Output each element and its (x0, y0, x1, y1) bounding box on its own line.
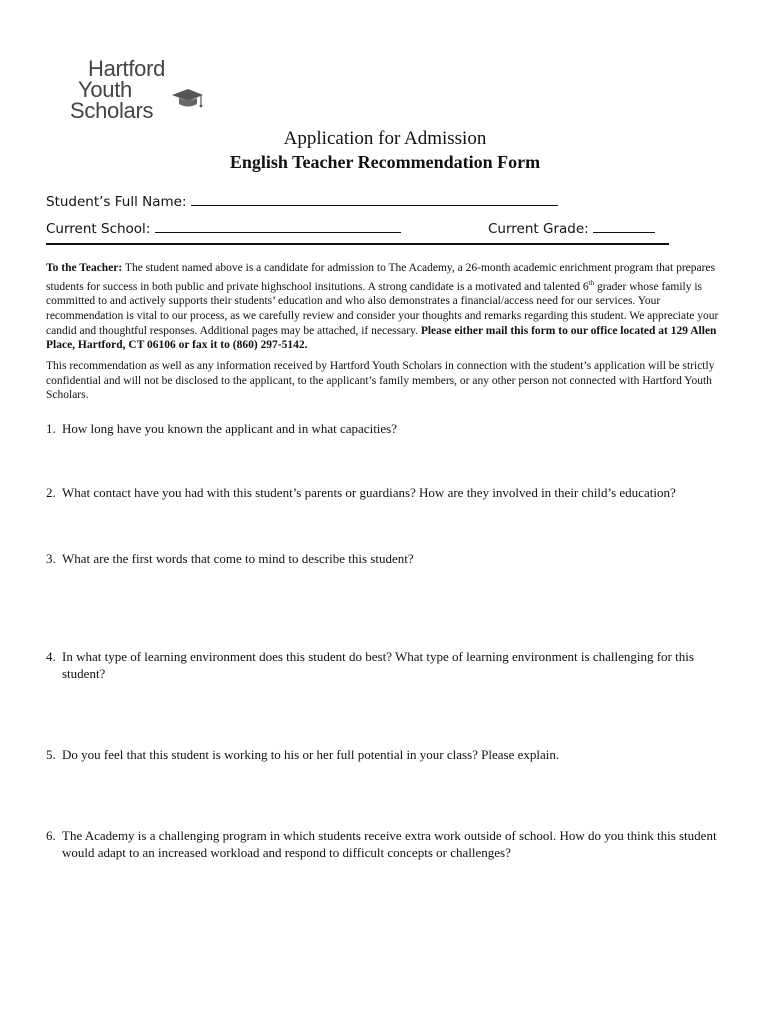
question-5 (46, 746, 736, 763)
current-grade-blank[interactable] (593, 220, 655, 233)
question-3 (46, 550, 736, 567)
student-name-label: Student’s Full Name: (46, 194, 187, 210)
question-text: Do you feel that this student is working to his or her full potential in your class? Please explain. (62, 747, 560, 762)
question-text: In what type of learning environment does this student do best? What type of learning environment is challenging for this student? (62, 649, 694, 681)
logo-text-youth: Youth (78, 77, 132, 102)
current-school-field[interactable] (46, 220, 401, 237)
question-1 (46, 420, 736, 437)
student-name-blank[interactable] (191, 193, 558, 206)
question-text: How long have you known the applicant and in what capacities? (62, 421, 398, 436)
question-number: 4. (46, 649, 56, 664)
instructions-body: The student named above is a candidate for admission to The Academy, a 26-month academic enrichment program that prepares students for success in both public and private highschool insitutions. A strong candidate is a motivated and talented 6 (46, 262, 716, 293)
section-divider (46, 243, 669, 245)
student-name-field[interactable] (46, 193, 558, 210)
current-grade-label: Current Grade: (488, 221, 589, 237)
confidentiality-notice: This recommendation as well as any information received by Hartford Youth Scholars in connection with the student’s application will be strictly confidential and will not be disclosed to the applicant, to the applicant’s family members, or any other person not connected with Hartford Youth Scholars. (46, 360, 715, 402)
mailing-instructions: Please either mail this form to our office located at 129 Allen Place, Hartford, CT 06106 or fax it to (860) 297-5142. (46, 324, 717, 352)
instructions-lead: To the Teacher: (46, 262, 123, 274)
question-number: 6. (46, 828, 56, 843)
teacher-instructions (46, 261, 730, 353)
logo-text-scholars: Scholars (70, 98, 154, 123)
question-number: 3. (46, 551, 56, 566)
form-subtitle: English Teacher Recommendation Form (229, 152, 541, 172)
question-number: 2. (46, 485, 56, 500)
question-number: 5. (46, 747, 56, 762)
page-title: Application for Admission (283, 128, 487, 149)
question-2 (46, 484, 736, 501)
logo-text-hartford: Hartford (88, 56, 166, 81)
question-number: 1. (46, 421, 56, 436)
current-grade-field[interactable] (488, 220, 655, 237)
instructions-superscript: th (588, 278, 595, 287)
current-school-label: Current School: (46, 221, 151, 237)
question-4 (46, 648, 736, 682)
question-text: What contact have you had with this student’s parents or guardians? How are they involved in their child’s education? (62, 485, 676, 500)
instructions-body-continued: grader whose family is committed to and actively supports their students’ education and who also demonstrates a financial/access need for our services. Your recommendation is vital to our process, as we carefully review and consider your thoughts and remarks regarding this student. We appreciate your candid and thoughtful responses. Additional pages may be attached, if necessary. (46, 280, 719, 337)
question-text: The Academy is a challenging program in which students receive extra work outside of school. How do you think this student would adapt to an increased workload and respond to difficult concepts or challenges? (62, 828, 717, 860)
question-6 (46, 827, 736, 861)
question-text: What are the first words that come to mind to describe this student? (62, 551, 414, 566)
current-school-blank[interactable] (155, 220, 401, 233)
organization-logo (70, 58, 200, 126)
graduation-cap-icon (170, 86, 204, 112)
